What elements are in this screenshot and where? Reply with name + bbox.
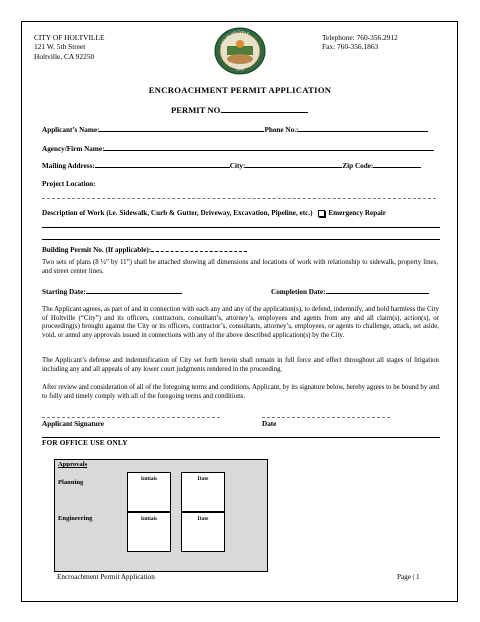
starting-date-field[interactable]: [86, 287, 182, 294]
applicant-name-field[interactable]: [99, 125, 264, 132]
completion-date-row: [271, 287, 429, 296]
zip-code-label: Zip Code:: [342, 162, 374, 170]
signature-date-field[interactable]: [262, 417, 390, 418]
seal-year: 1903: [236, 67, 244, 72]
starting-date-row: [42, 287, 182, 296]
engineering-label: Engineering: [58, 515, 93, 522]
office-use-heading: FOR OFFICE USE ONLY: [42, 439, 128, 447]
phone-no-label: Phone No.:: [264, 126, 299, 134]
phone-no-field[interactable]: [298, 125, 428, 132]
contact-info: [322, 33, 398, 52]
emergency-repair-label: Emergency Repair: [328, 209, 386, 217]
approvals-heading: Approvals: [58, 461, 88, 468]
indemnification-paragraph: The Applicant agrees, as part of and in connection with each any and any of the application(s), to defend, indemnify, and hold harmless the City of Holtville (“City”) and its officers, contractors, consultant’s, attorney’s, employees and agents from any and all claim(s), action(s), or proceeding(s) brought against the City or its officers, contractor’s, consultants, attorney’s, employees, or agents to challenge, attack, set aside, void, or annul any approvals issued in connections with any of the above described application(s) by the City.: [42, 306, 439, 339]
engineering-initials-box[interactable]: [127, 512, 171, 552]
defense-paragraph: The Applicant’s defense and indemnification of City set forth herein shall remain in full force and effect throughout all stages of litigation including any and all appeals of any lower court judgments rendered in the proceeding.: [42, 357, 439, 373]
applicant-signature-field[interactable]: [42, 417, 220, 418]
permit-no-field[interactable]: [222, 106, 308, 113]
agency-firm-label: Agency/Firm Name:: [42, 145, 105, 153]
permit-no-label: PERMIT NO.: [171, 105, 223, 115]
emergency-repair-checkbox[interactable]: [318, 210, 325, 217]
org-name: CITY OF HOLTVILLE: [34, 33, 105, 42]
applicant-name-label: Applicant’s Name:: [42, 126, 100, 134]
project-location-field[interactable]: [42, 198, 436, 199]
mailing-address-label: Mailing Address:: [42, 162, 95, 170]
signature-date-label: Date: [262, 420, 277, 428]
project-location-label: Project Location:: [42, 180, 96, 188]
applicant-signature-label: Applicant Signature: [42, 420, 104, 428]
office-use-box: [54, 459, 268, 572]
office-divider: [42, 437, 440, 438]
phone-number: Telephone: 760-356.2912: [322, 33, 398, 42]
applicant-name-row: [42, 125, 428, 134]
agency-firm-field[interactable]: [104, 144, 434, 151]
org-street: 121 W. 5th Street: [34, 42, 86, 52]
building-permit-row: [42, 245, 247, 254]
seal-top-text: CITY OF HOLTVILLE: [219, 29, 250, 47]
description-line-2[interactable]: [42, 239, 440, 240]
planning-label: Planning: [58, 479, 84, 486]
description-line-1[interactable]: [42, 227, 440, 228]
permit-number: [171, 105, 308, 115]
city-seal-logo: [214, 27, 266, 75]
starting-date-label: Starting Date:: [42, 288, 86, 296]
planning-date-label: Date: [197, 476, 209, 482]
completion-date-label: Completion Date:: [271, 288, 326, 296]
mailing-row: [42, 161, 421, 170]
planning-initials-label: Initials: [140, 476, 158, 482]
agreement-paragraph: After review and consideration of all of the foregoing terms and conditions, Applicant, by its signature below, hereby agrees to be bound by and to fully and timely comply with all of the foregoing terms and conditions.: [42, 384, 439, 400]
plans-instructions: Two sets of plans (8 ½” by 11”) shall be attached showing all dimensions and locations of work with relationship to sidewalk, property lines, and street center lines.: [42, 259, 438, 275]
city-field[interactable]: [245, 161, 342, 168]
planning-initials-box[interactable]: [127, 472, 171, 512]
org-city: Holtville, CA 92250: [34, 51, 95, 61]
description-row: [42, 209, 386, 217]
building-permit-label: Building Permit No. (If applicable):: [42, 246, 152, 254]
page-number: Page | 1: [397, 573, 420, 581]
fax-number: Fax: 760-356.1863: [322, 42, 379, 52]
mailing-address-field[interactable]: [95, 161, 230, 168]
city-label: City:: [229, 162, 246, 170]
engineering-initials-label: Initials: [140, 516, 158, 522]
building-permit-field[interactable]: [151, 245, 247, 252]
engineering-date-box[interactable]: [181, 512, 225, 552]
description-label: Description of Work (i.e. Sidewalk, Curb & Gutter, Driveway, Excavation, Pipeline, etc.): [42, 209, 313, 217]
org-address: [34, 33, 104, 61]
form-title: ENCROACHMENT PERMIT APPLICATION: [148, 85, 332, 95]
agency-row: [42, 144, 434, 153]
planning-date-box[interactable]: [181, 472, 225, 512]
completion-date-field[interactable]: [326, 287, 429, 294]
footer-title: Encroachment Permit Application: [57, 573, 155, 581]
engineering-date-label: Date: [197, 516, 209, 522]
zip-code-field[interactable]: [373, 161, 421, 168]
